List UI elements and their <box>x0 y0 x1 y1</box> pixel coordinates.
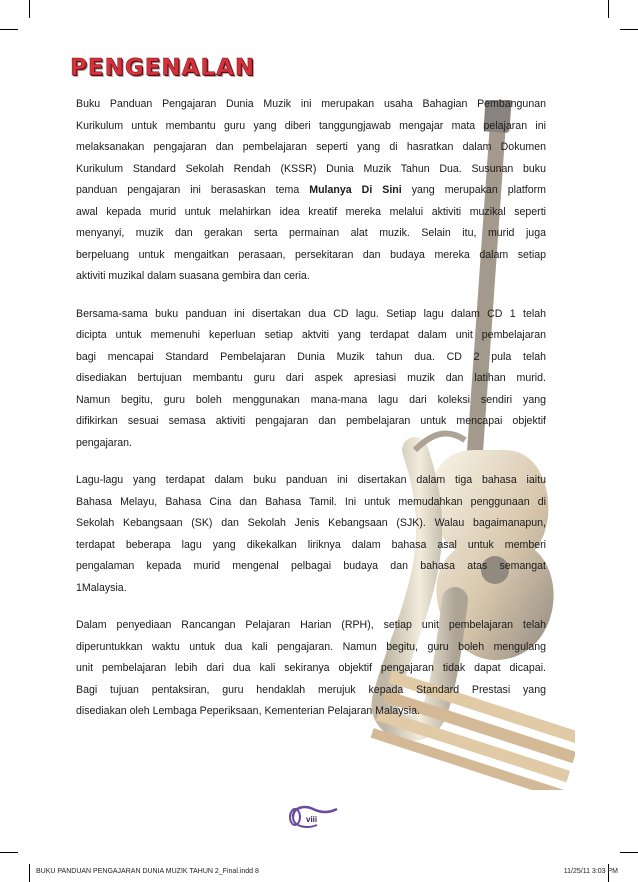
text-segment: Sekolah Kebangsaan (SK) dan Sekolah Jenis Kebangsaan (SJK). Walau bagaimanapun, <box>76 517 546 529</box>
text-segment: Bahasa Melayu, Bahasa Cina dan Bahasa Tamil. Ini untuk memudahkan penggunaan di <box>76 495 546 508</box>
text-line <box>76 94 546 116</box>
text-line <box>76 116 546 138</box>
text-segment: disediakan oleh Lembaga Peperiksaan, Kementerian Pelajaran Malaysia. <box>76 705 420 717</box>
text-line <box>76 492 546 514</box>
text-line <box>76 658 546 680</box>
page-number: viii <box>306 815 318 824</box>
text-segment: Lagu-lagu yang terdapat dalam buku panduan ini disertakan dalam tiga bahasa iaitu <box>76 474 546 486</box>
paragraph <box>76 470 546 599</box>
body-text <box>76 94 546 739</box>
crop-mark-tl-h <box>0 29 18 30</box>
text-line <box>76 390 546 412</box>
text-segment: aktiviti muzikal dalam suasana gembira dan ceria. <box>76 270 310 282</box>
footer-file-info: BUKU PANDUAN PENGAJARAN DUNIA MUZIK TAHUN 2_Final.indd 8 <box>36 868 259 875</box>
text-line <box>76 223 546 245</box>
text-line <box>76 368 546 390</box>
text-line <box>76 470 546 492</box>
text-segment: terdapat beberapa lagu yang dikekalkan liriknya dalam bahasa asal untuk memberi <box>76 538 546 551</box>
crop-mark-tr-h <box>620 29 638 30</box>
text-segment: Kurikulum Standard Sekolah Rendah (KSSR) Dunia Muzik Tahun Dua. Susunan buku <box>76 162 546 175</box>
crop-mark-br-h <box>620 852 638 853</box>
text-line <box>76 637 546 659</box>
text-segment: dicipta untuk memenuhi keperluan setiap aktviti yang terdapat dalam unit pembelajaran <box>76 329 546 341</box>
footer-timestamp: 11/25/11 3:03 PM <box>563 868 618 875</box>
text-segment: melaksanakan pengajaran dan pembelajaran seperti yang di hasratkan dalam Dokumen <box>76 141 546 153</box>
paragraph <box>76 94 546 288</box>
text-line <box>76 680 546 702</box>
text-segment: Bagi tujuan pentaksiran, guru hendaklah merujuk kepada Standard Prestasi yang <box>76 683 546 696</box>
text-segment: pengajaran. <box>76 436 132 449</box>
text-line <box>76 266 546 288</box>
text-line <box>76 615 546 637</box>
text-line <box>76 556 546 578</box>
text-segment: Buku Panduan Pengajaran Dunia Muzik ini merupakan usaha Bahagian Pembangunan <box>76 98 546 110</box>
crop-mark-bl-v <box>29 864 30 882</box>
text-segment: 1Malaysia. <box>76 581 127 594</box>
text-line <box>76 433 546 455</box>
text-segment: bagi mencapai Standard Pembelajaran Dunia Muzik tahun dua. CD 2 pula telah <box>76 350 546 363</box>
text-line <box>76 578 546 600</box>
text-line <box>76 513 546 535</box>
paragraph <box>76 304 546 455</box>
crop-mark-bl-h <box>0 852 18 853</box>
text-segment: Dalam penyediaan Rancangan Pelajaran Harian (RPH), setiap unit pembelajaran telah <box>76 619 546 631</box>
text-segment: disediakan bertujuan membantu guru dari aspek apresiasi muzik dan latihan murid. <box>76 372 546 384</box>
text-line <box>76 411 546 433</box>
text-line <box>76 701 546 723</box>
crop-mark-tr-v <box>608 0 609 18</box>
text-segment: berpeluang untuk mengaitkan perasaan, persekitaran dan budaya mereka dalam setiap <box>76 248 546 261</box>
text-line <box>76 535 546 557</box>
paragraph <box>76 615 546 723</box>
text-segment: pengalaman kepada murid mengenal pelbagai budaya dan bahasa atas semangat <box>76 560 546 572</box>
text-segment: difikirkan sesuai semasa aktiviti pengajaran dan pembelajaran untuk mencapai objektif <box>76 415 546 427</box>
text-segment: panduan pengajaran ini berasaskan tema <box>76 184 310 196</box>
text-segment: Namun begitu, guru boleh menggunakan mana-mana lagu dari koleksi sendiri yang <box>76 393 546 406</box>
text-line <box>76 159 546 181</box>
text-segment: awal kepada murid untuk melahirkan idea kreatif mereka melalui aktiviti muzikal seperti <box>76 205 546 218</box>
crop-mark-tl-v <box>29 0 30 18</box>
text-line <box>76 325 546 347</box>
page-title: PENGENALAN <box>70 55 256 81</box>
text-segment: Kurikulum untuk membantu guru yang diberi tanggungjawab mengajar mata pelajaran ini <box>76 119 546 132</box>
text-line <box>76 137 546 159</box>
text-segment: menyanyi, muzik dan gerakan serta permainan alat muzik. Selain itu, murid juga <box>76 227 546 239</box>
text-line <box>76 304 546 326</box>
text-line <box>76 347 546 369</box>
theme-name: Mulanya Di Sini <box>309 184 402 196</box>
text-line <box>76 245 546 267</box>
text-segment: unit pembelajaran lebih dari dua kali sekiranya objektif pengajaran tidak dapat dicapai. <box>76 662 546 674</box>
text-line <box>76 202 546 224</box>
text-segment: Bersama-sama buku panduan ini disertakan dua CD lagu. Setiap lagu dalam CD 1 telah <box>76 307 546 320</box>
text-segment: yang merupakan platform <box>401 184 546 196</box>
text-line <box>76 180 546 202</box>
text-segment: diperuntukkan waktu untuk dua kali pengajaran. Namun begitu, guru boleh mengulang <box>76 640 546 653</box>
